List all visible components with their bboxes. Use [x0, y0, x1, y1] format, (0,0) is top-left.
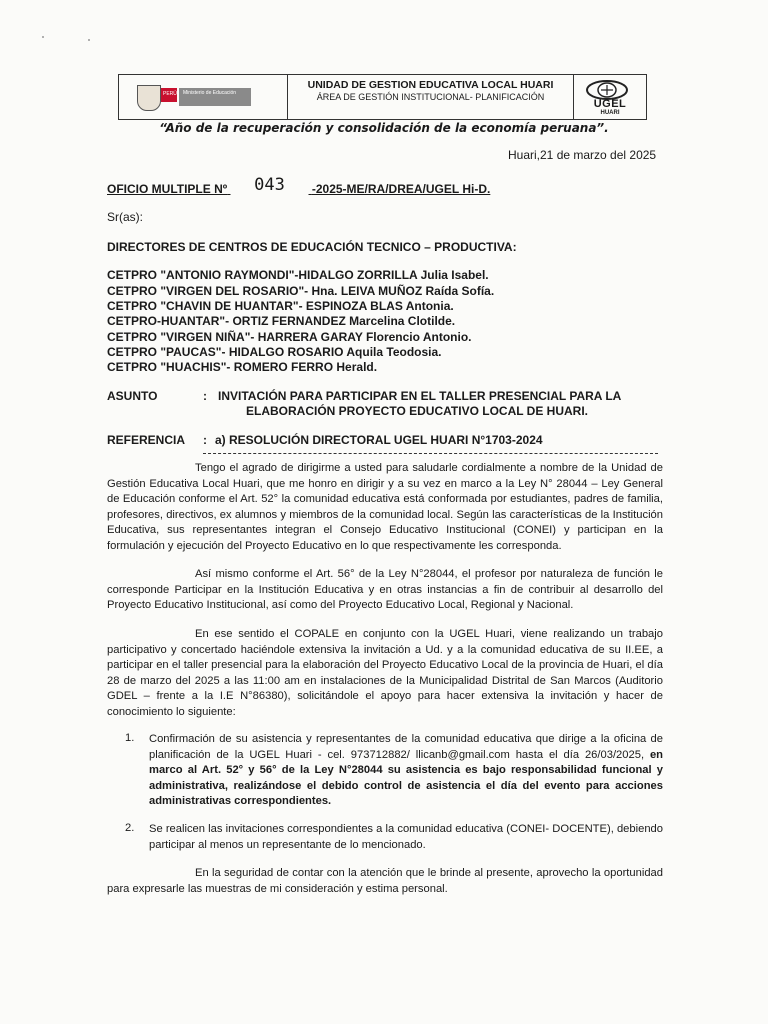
list-item-text: Confirmación de su asistencia y representantes de la comunidad educativa que dirige a la oficina de planificación de la UGEL Huari - cel. 973712882/ llicanb@gmail.com hasta el día 26/03/2025, [149, 733, 663, 761]
oficio-handwritten-number: 043 [254, 175, 285, 195]
addressee-line: CETPRO "VIRGEN NIÑA"- HARRERA GARAY Florencio Antonio. [107, 330, 472, 344]
oficio-prefix: OFICIO MULTIPLE Nº [107, 182, 228, 196]
addressee-line: CETPRO "PAUCAS"- HIDALGO ROSARIO Aquila Teodosia. [107, 345, 442, 359]
year-slogan: “Año de la recuperación y consolidación de la economía peruana”. [159, 121, 609, 135]
subject-label: ASUNTO [107, 389, 158, 403]
reference-label: REFERENCIA [107, 433, 186, 447]
body-paragraph: Tengo el agrado de dirigirme a usted para saludarle cordialmente a nombre de la Unidad de Gestión Educativa Local Huari, que me honro en dirigir y a su vez en marco a la Ley N° 28044 – Ley General de Educación conforme el Art. 52° la comunidad educativa está conformada por estudiantes, padres de familia, profesores, directivos, ex alumnos y miembros de la comunidad local. Según las características de la Institución Educativa, sus representantes integran el Consejo Educativo Institucional (CONEI) y participan en la formulación y ejecución del Proyecto Educativo en lo que respectivamente les corresponda. [107, 462, 663, 552]
ministry-logo [119, 75, 288, 119]
salutation: Sr(as): [107, 210, 143, 224]
subject-colon: : [203, 389, 207, 403]
list-item-bold-text: en marco al Art. 52° y 56° de la Ley N°28044 su asistencia es bajo responsabilidad funcional y administrativa, realizándose el debido control de asistencia el día del evento para acciones administrativas correspondientes. [149, 748, 664, 808]
list-item-text: Se realicen las invitaciones correspondientes a la comunidad educativa (CONEI- DOCENTE), debiendo participar al menos un representante de lo mencionado. [149, 823, 663, 851]
addressees-title: DIRECTORES DE CENTROS DE EDUCACIÓN TECNICO – PRODUCTIVA: [107, 240, 517, 254]
addressee-line: CETPRO "HUACHIS"- ROMERO FERRO Herald. [107, 360, 378, 374]
ugel-label: UGEL [593, 98, 627, 110]
header-subtitle: ÁREA DE GESTIÓN INSTITUCIONAL- PLANIFICACIÓN [316, 92, 545, 102]
letterhead [118, 74, 647, 120]
ugel-sublabel: HUARI [600, 110, 620, 116]
header-title: UNIDAD DE GESTION EDUCATIVA LOCAL HUARI [307, 79, 554, 91]
oficio-suffix: -2025-ME/RA/DREA/UGEL Hi-D. [311, 182, 491, 196]
subject-line-2: ELABORACIÓN PROYECTO EDUCATIVO LOCAL DE HUARI. [246, 404, 589, 418]
letter-date: Huari,21 de marzo del 2025 [508, 148, 657, 162]
reference-value: a) RESOLUCIÓN DIRECTORAL UGEL HUARI N°1703-2024 [215, 433, 543, 447]
ugel-logo [573, 75, 646, 119]
subject-line-1: INVITACIÓN PARA PARTICIPAR EN EL TALLER PRESENCIAL PARA LA [218, 389, 622, 403]
addressee-line: CETPRO "VIRGEN DEL ROSARIO"- Hna. LEIVA MUÑOZ Raída Sofía. [107, 284, 495, 298]
scan-speck [42, 36, 44, 38]
list-item-number: 2. [125, 822, 135, 834]
separator-line [203, 453, 658, 454]
addressee-line: CETPRO "ANTONIO RAYMONDI"-HIDALGO ZORRILLA Julia Isabel. [107, 268, 489, 282]
scan-speck [88, 39, 90, 41]
body-paragraph: Así mismo conforme el Art. 56° de la Ley N°28044, el profesor por naturaleza de función le corresponde Participar en la Institución Educativa y en otras instancias a fin de contribuir al desarrollo del Proyecto Educativo Institucional, así como del Proyecto Educativo Local, Regional y Nacional. [107, 568, 663, 612]
oficio-number-line [107, 175, 491, 198]
addressee-line: CETPRO "CHAVIN DE HUANTAR"- ESPINOZA BLAS Antonia. [107, 299, 454, 313]
closing-paragraph: En la seguridad de contar con la atención que le brinde al presente, aprovecho la oportunidad para expresarle las muestras de mi consideración y estima personal. [107, 867, 663, 895]
list-item [149, 732, 663, 810]
ministry-label: Ministerio de Educación [179, 88, 251, 106]
peru-text: PERÚ [163, 91, 177, 97]
addressee-line: CETPRO-HUANTAR"- ORTIZ FERNANDEZ Marcelina Clotilde. [107, 314, 456, 328]
list-item [149, 822, 663, 853]
list-item-number: 1. [125, 732, 135, 744]
reference-colon: : [203, 433, 207, 447]
body-paragraph: En ese sentido el COPALE en conjunto con la UGEL Huari, viene realizando un trabajo participativo y concertado haciéndole extensiva la invitación a Ud. y a la comunidad educativa de su II.EE, a participar en el taller presencial para la elaboración del Proyecto Educativo Local de la provincia de Huari, el día 28 de marzo del 2025 a las 11:00 am en instalaciones de la Municipalidad Distrital de San Marcos (Auditorio GDEL – frente a la I.E N°86380), solicitándole el apoyo para hacer extensiva la invitación y hacer de conocimiento lo siguiente: [107, 628, 663, 718]
coat-of-arms-icon [137, 85, 161, 111]
